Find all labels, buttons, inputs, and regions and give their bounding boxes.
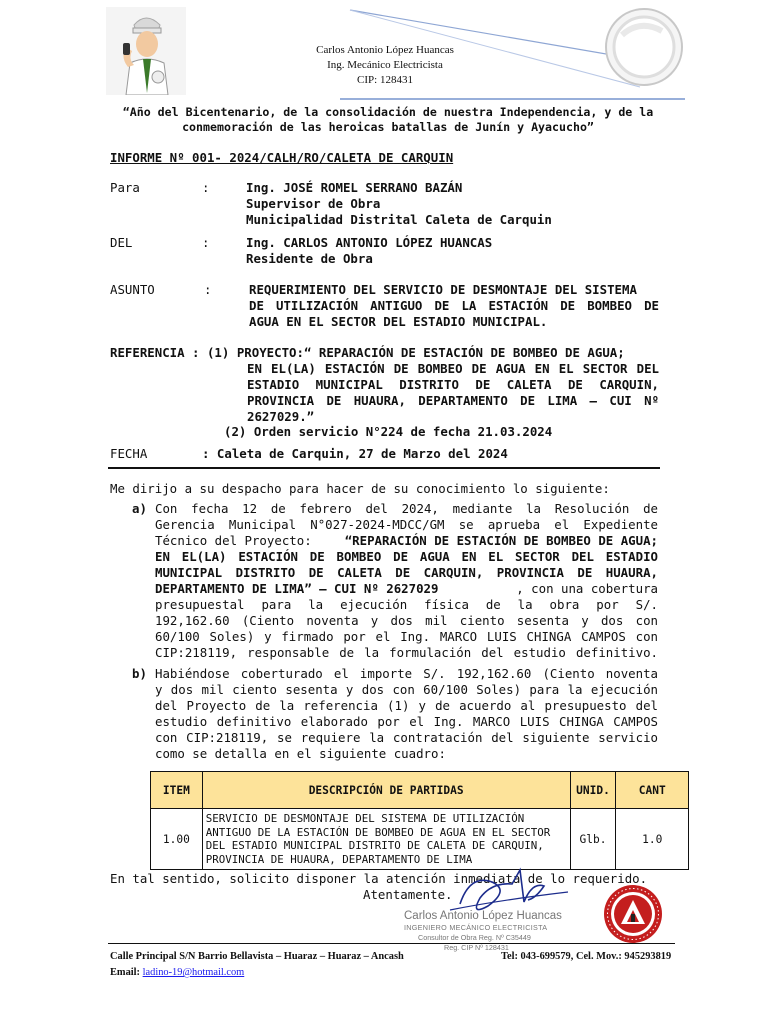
referencia-line1: REFERENCIA : (1) PROYECTO:“ REPARACIÓN DE ESTACIÓN DE BOMBEO DE AGUA;	[110, 345, 625, 360]
footer-email-link[interactable]: ladino-19@hotmail.com	[142, 967, 245, 978]
table-cell-description-line2: ANTIGUO DE LA ESTACIÓN DE BOMBEO DE AGUA EN EL SECTOR	[205, 825, 551, 839]
letterhead-cip: CIP: 128431	[357, 74, 413, 86]
para-colon: :	[202, 180, 210, 195]
table-cell-item: 1.00	[151, 809, 203, 870]
asunto-line3: AGUA EN EL SECTOR DEL ESTADIO MUNICIPAL.	[249, 314, 548, 329]
signature-stamp	[404, 910, 594, 953]
table-header-description: DESCRIPCIÓN DE PARTIDAS	[202, 772, 570, 809]
year-motto-line2: conmemoración de las heroicas batallas de Junín y Ayacucho”	[182, 120, 594, 134]
referencia-line3: ESTADIO MUNICIPAL DISTRITO DE CALETA DE CARQUIN,	[247, 377, 659, 392]
footer-divider	[108, 943, 675, 944]
table-cell-quantity: 1.0	[616, 809, 689, 870]
item-b-marker: b)	[132, 666, 147, 681]
footer-address: Calle Principal S/N Barrio Bellavista – Huaraz – Huaraz – Ancash	[110, 951, 404, 962]
item-a-line3-plain: Técnico del Proyecto:	[155, 533, 320, 548]
item-a-line5: MUNICIPAL DISTRITO DE CALETA DE CARQUIN, PROVINCIA DE HUAURA,	[155, 565, 658, 580]
para-label: Para	[110, 180, 140, 195]
item-b-line5: con CIP:218119, se requiere la contratación del siguiente servicio	[155, 730, 658, 745]
table-header-quantity: CANT	[616, 772, 689, 809]
header-divider	[108, 467, 660, 469]
para-recipient-org: Municipalidad Distrital Caleta de Carquin	[246, 212, 552, 227]
item-b-line3: del Proyecto de la referencia (1) y de acuerdo al presupuesto del	[155, 698, 658, 713]
letterhead-decoration	[340, 5, 690, 105]
item-a-line2: Gerencia Municipal N°027-2024-MDCC/GM se aprueba el Expediente	[155, 517, 658, 532]
del-sender	[246, 235, 492, 267]
asunto-colon: :	[204, 282, 212, 297]
stamp-name: Carlos Antonio López Huancas	[404, 910, 562, 922]
del-sender-role: Residente de Obra	[246, 251, 373, 266]
item-a-line10: CIP:218119, responsable de la formulación del estudio definitivo.	[155, 645, 658, 660]
referencia-line5: 2627029.”	[247, 409, 315, 424]
table-cell-unit: Glb.	[570, 809, 616, 870]
footer-email-label: Email:	[110, 967, 141, 978]
footer-phones: Tel: 043-699579, Cel. Mov.: 945293819	[501, 951, 672, 962]
table-row	[151, 809, 689, 870]
item-a-line8: 192,162.60 (Ciento noventa y dos mil ciento sesenta y dos con	[155, 613, 658, 628]
table-cell-description-line4: PROVINCIA DE HUAURA, DEPARTAMENTO DE LIMA	[205, 852, 473, 866]
item-b-line1: Habiéndose coberturado el importe S/. 192,162.60 (Ciento noventa	[155, 666, 658, 681]
asunto-text	[249, 282, 659, 330]
del-colon: :	[202, 235, 210, 250]
asunto-line2: DE UTILIZACIÓN ANTIGUO DE LA ESTACIÓN DE BOMBEO DE	[249, 298, 659, 313]
closing-line: En tal sentido, solicito disponer la atención inmediata de lo requerido.	[110, 871, 648, 886]
fecha-value: : Caleta de Carquin, 27 de Marzo del 2024	[202, 446, 508, 461]
letterhead-title: Ing. Mecánico Electricista	[327, 59, 443, 71]
item-a-line7: presupuestal para la ejecución física de la obra por S/.	[155, 597, 658, 612]
referencia-block	[247, 361, 659, 425]
report-title: INFORME Nº 001- 2024/CALH/RO/CALETA DE CARQUIN	[110, 150, 454, 165]
item-a-line6	[155, 581, 658, 597]
partidas-table	[150, 771, 689, 870]
item-a-line6-plain: , con una cobertura	[516, 581, 658, 596]
item-a-line3	[155, 533, 658, 549]
official-seal-icon	[603, 884, 663, 944]
item-b-line4: estudio definitivo elaborado por el Ing. MARCO LUIS CHINGA CAMPOS	[155, 714, 658, 729]
del-sender-name: Ing. CARLOS ANTONIO LÓPEZ HUANCAS	[246, 235, 493, 250]
referencia-line4: PROVINCIA DE HUAURA, DEPARTAMENTO DE LIMA – CUI Nº	[247, 393, 659, 408]
stamp-title: INGENIERO MECÁNICO ELECTRICISTA	[404, 923, 548, 932]
item-a-line3-bold: “REPARACIÓN DE ESTACIÓN DE BOMBEO DE AGUA;	[344, 533, 658, 548]
referencia-line2: EN EL(LA) ESTACIÓN DE BOMBEO DE AGUA EN EL SECTOR DEL	[247, 361, 659, 376]
intro-paragraph: Me dirijo a su despacho para hacer de su conocimiento lo siguiente:	[110, 481, 610, 496]
item-b-paragraph	[155, 666, 658, 762]
table-header-row	[151, 772, 689, 809]
footer-email-row	[110, 966, 244, 979]
table-cell-description	[202, 809, 570, 870]
item-a-line1: Con fecha 12 de febrero del 2024, mediante la Resolución de	[155, 501, 658, 516]
fecha-label: FECHA	[110, 446, 148, 461]
item-a-paragraph	[155, 501, 658, 661]
para-recipient	[246, 180, 552, 228]
referencia-item2: (2) Orden servicio N°224 de fecha 21.03.2024	[224, 424, 553, 439]
stamp-reg1: Consultor de Obra Reg. Nº C35449	[418, 933, 531, 942]
item-b-line2: y dos mil ciento sesenta y dos con 60/100 Soles) para la ejecución	[155, 682, 658, 697]
letterhead-name: Carlos Antonio López Huancas	[316, 44, 454, 56]
year-motto-line1: “Año del Bicentenario, de la consolidación de nuestra Independencia, y de la	[122, 105, 654, 119]
del-label: DEL	[110, 235, 133, 250]
para-recipient-role: Supervisor de Obra	[246, 196, 381, 211]
table-header-item: ITEM	[151, 772, 203, 809]
item-a-line6-bold: DEPARTAMENTO DE LIMA” – CUI Nº 2627029	[155, 581, 439, 596]
year-motto	[108, 105, 668, 135]
item-b-line6: como se detalla en el siguiente cuadro:	[155, 746, 446, 761]
closing-atentamente: Atentamente.	[363, 887, 453, 902]
para-recipient-name: Ing. JOSÉ ROMEL SERRANO BAZÁN	[246, 180, 463, 195]
table-header-unit: UNID.	[570, 772, 616, 809]
asunto-line1: REQUERIMIENTO DEL SERVICIO DE DESMONTAJE DEL SISTEMA	[249, 282, 637, 297]
stamp-reg2: Reg. CIP Nº 128431	[444, 943, 509, 952]
table-cell-description-line3: DEL ESTADIO MUNICIPAL DISTRITO DE CALETA DE CARQUIN,	[205, 839, 544, 852]
item-a-line4: EN EL(LA) ESTACIÓN DE BOMBEO DE AGUA EN EL SECTOR DEL ESTADIO	[155, 549, 658, 564]
item-a-marker: a)	[132, 501, 147, 516]
table-cell-description-line1: SERVICIO DE DESMONTAJE DEL SISTEMA DE UTILIZACIÓN	[205, 812, 525, 825]
asunto-label: ASUNTO	[110, 282, 155, 297]
engineer-avatar-illustration	[106, 7, 186, 95]
item-a-line9: 60/100 Soles) y firmado por el Ing. MARCO LUIS CHINGA CAMPOS con	[155, 629, 658, 644]
